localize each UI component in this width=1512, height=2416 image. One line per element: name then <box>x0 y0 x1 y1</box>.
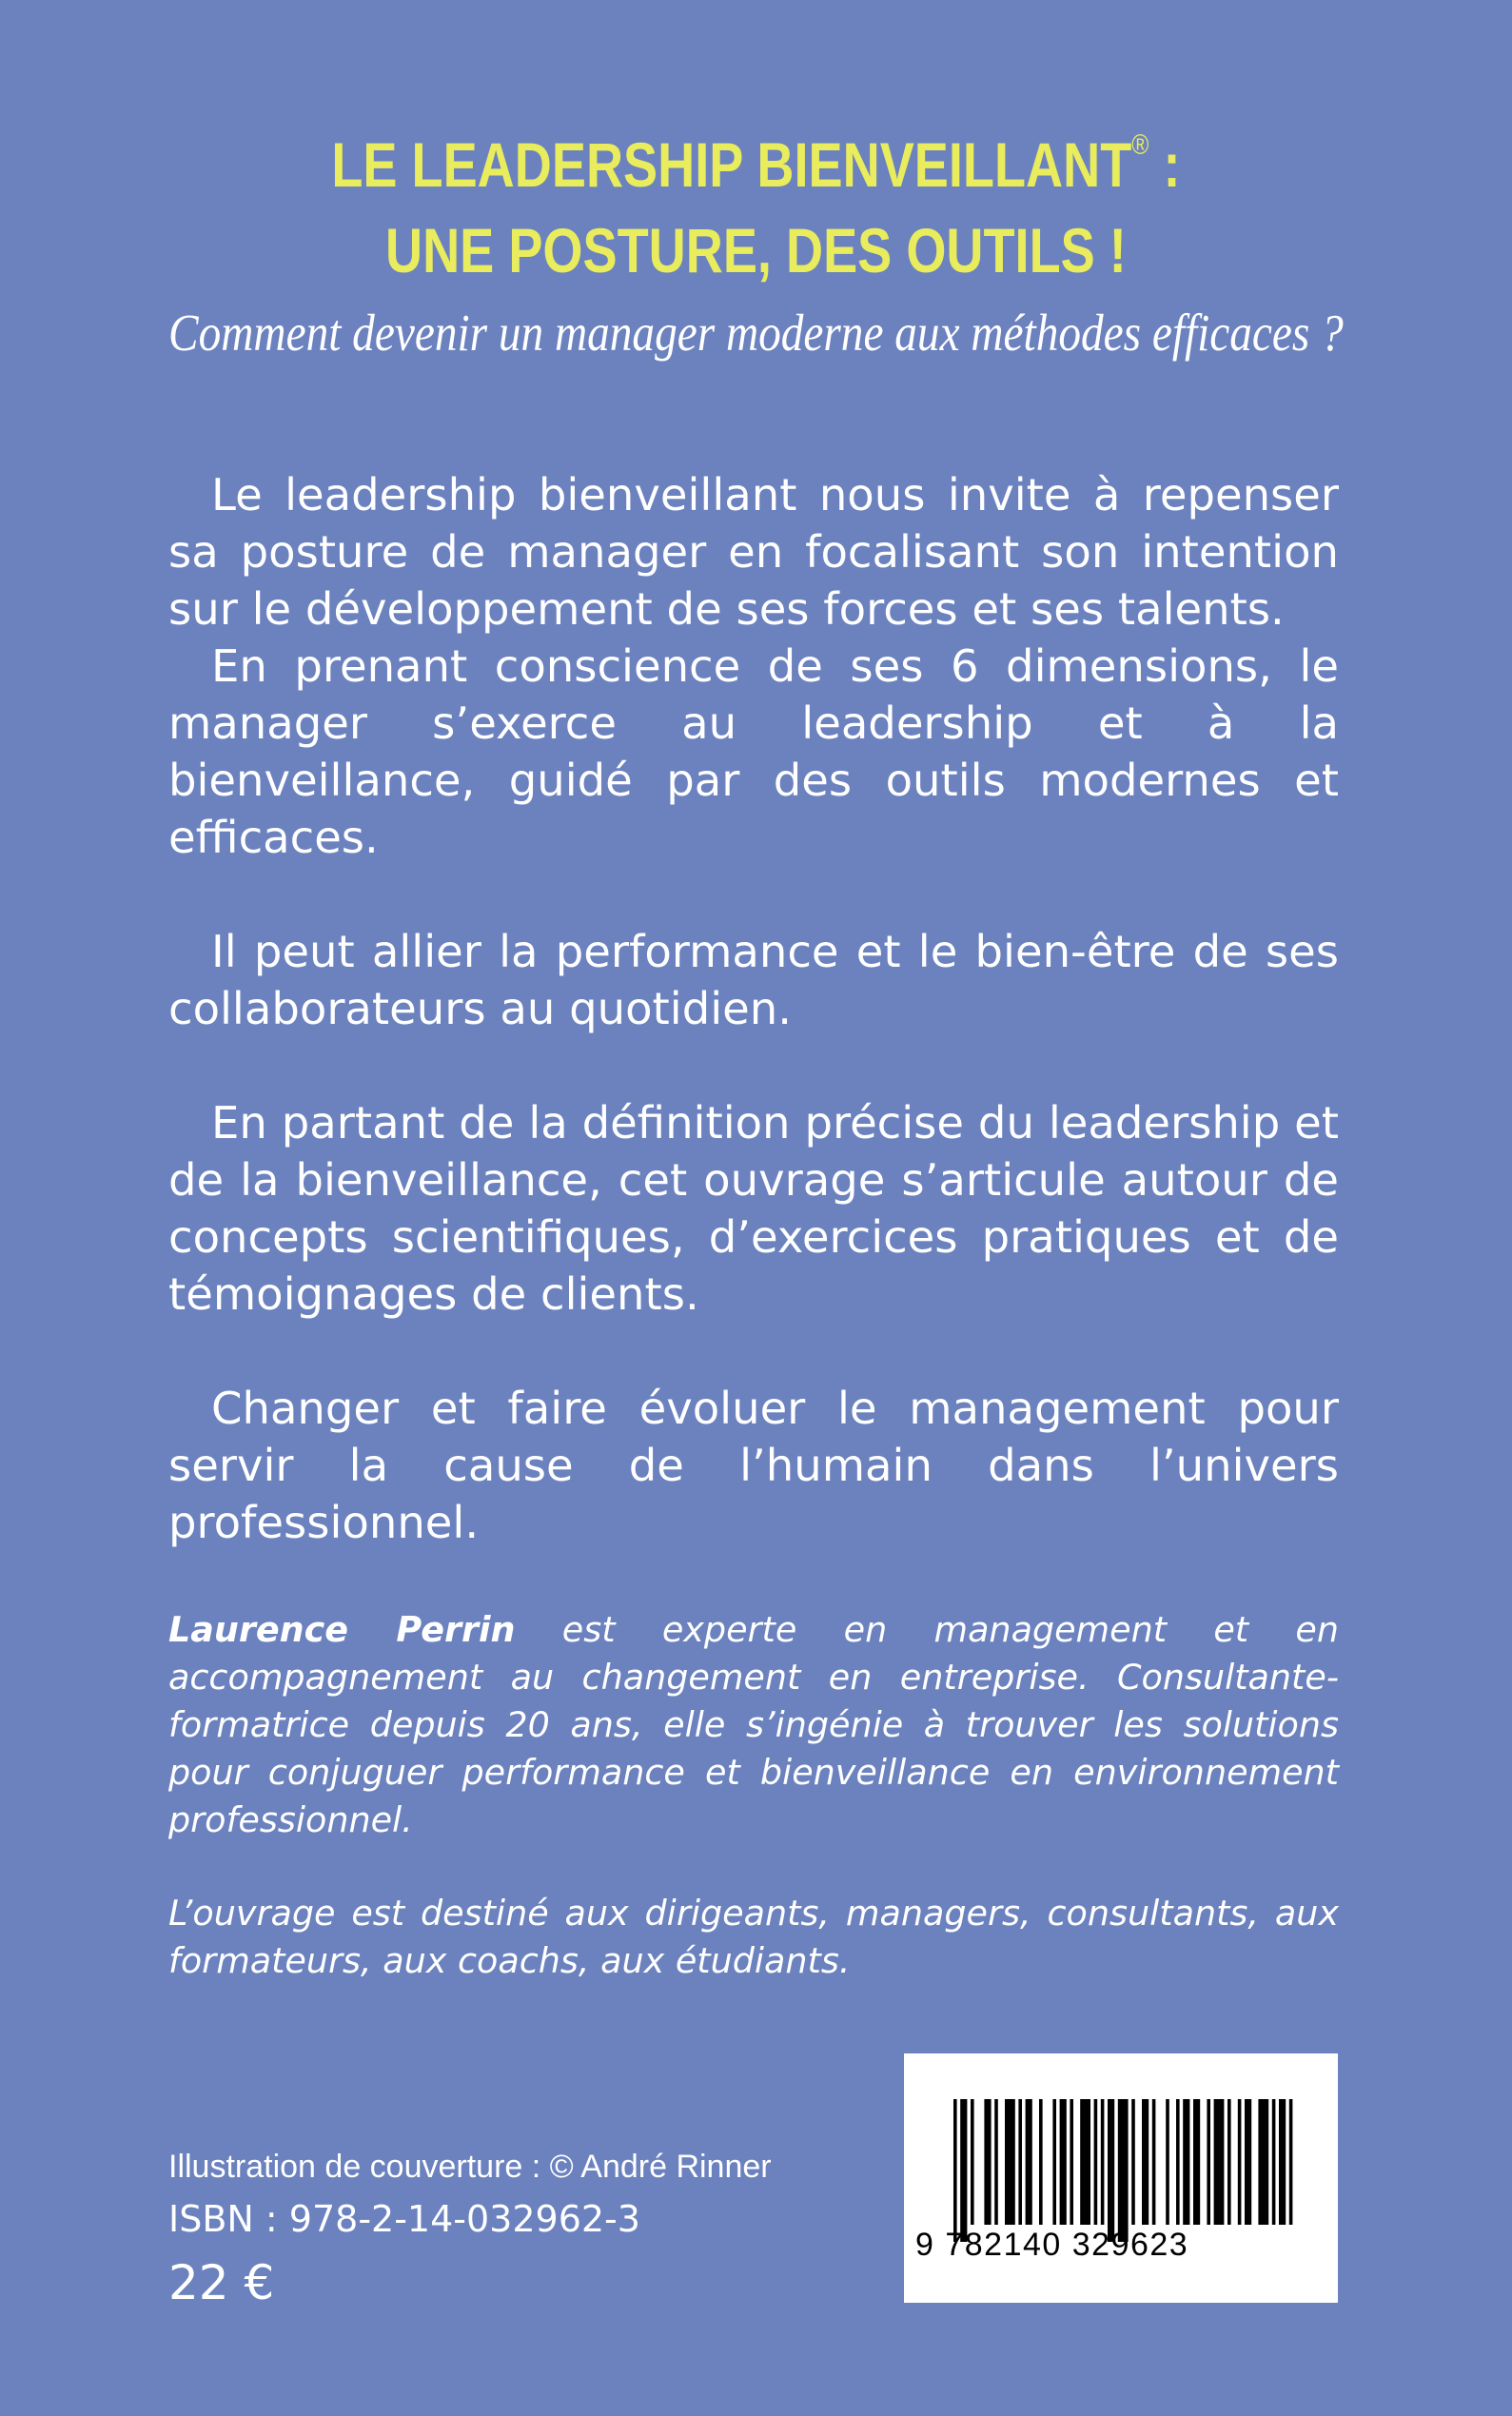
barcode-bar <box>1018 2099 1022 2225</box>
barcode-bar <box>1142 2099 1149 2225</box>
barcode-bar <box>1108 2099 1114 2242</box>
barcode-bar <box>960 2099 967 2242</box>
barcode-bar <box>1193 2099 1200 2225</box>
barcode-bar <box>1070 2099 1073 2225</box>
barcode-bar <box>1279 2099 1286 2225</box>
barcode-bar <box>984 2099 991 2225</box>
isbn: ISBN : 978-2-14-032962-3 <box>168 2198 640 2240</box>
price: 22 € <box>168 2255 275 2310</box>
barcode-bar <box>1152 2099 1156 2225</box>
barcode-bar <box>1039 2099 1043 2225</box>
title-line-1-suffix: : <box>1149 129 1181 200</box>
barcode-bar <box>1176 2099 1180 2225</box>
audience-note: L’ouvrage est destiné aux dirigeants, managers, consultants, aux formateurs, aux coachs, aux étudiants. <box>168 1893 1339 1981</box>
barcode-bar <box>1118 2099 1129 2242</box>
blurb <box>168 466 1339 1551</box>
book-subtitle: Comment devenir un manager moderne aux méthodes efficaces ? <box>168 304 1344 362</box>
illustration-credit: Illustration de couverture : © André Rinner <box>168 2149 772 2185</box>
blurb-paragraph: Il peut allier la performance et le bien-être de ses collaborateurs au quotidien. <box>168 926 1339 1034</box>
barcode-bar <box>1214 2099 1225 2225</box>
barcode <box>904 2053 1338 2303</box>
barcode-bar <box>1052 2099 1056 2225</box>
registered-mark: ® <box>1131 129 1149 161</box>
barcode-bar <box>971 2099 974 2225</box>
barcode-bar <box>994 2099 998 2225</box>
blurb-paragraph: Le leadership bienveillant nous invite à repenser sa posture de manager en focalisant son intention sur le développement de ses forces et ses talents. <box>168 469 1339 635</box>
barcode-bar <box>1166 2099 1169 2225</box>
barcode-bar <box>1060 2099 1067 2225</box>
blurb-paragraph: En prenant conscience de ses 6 dimensions, le manager s’exerce au leadership et à la bienveillance, guidé par des outils modernes et efficaces. <box>168 640 1339 863</box>
barcode-bar <box>1094 2099 1098 2225</box>
barcode-bar <box>1227 2099 1231 2225</box>
title-line-2: UNE POSTURE, DES OUTILS ! <box>385 215 1127 285</box>
barcode-bar <box>1101 2099 1105 2225</box>
title-line-1: LE LEADERSHIP BIENVEILLANT <box>331 129 1132 200</box>
author-name: Laurence Perrin <box>168 1609 516 1650</box>
barcode-bar <box>1272 2099 1276 2225</box>
blurb-paragraph: En partant de la définition précise du leadership et de la bienveillance, cet ouvrage s’articule autour de concepts scientifiques, d’exercices pratiques et de témoignages de clients. <box>168 1097 1339 1320</box>
barcode-bars <box>904 2053 1338 2303</box>
barcode-bar <box>1245 2099 1251 2225</box>
barcode-bar <box>1289 2099 1293 2225</box>
barcode-bar <box>1258 2099 1268 2225</box>
barcode-bar <box>1005 2099 1015 2225</box>
barcode-bar <box>1238 2099 1242 2225</box>
barcode-bar <box>1080 2099 1090 2225</box>
barcode-bar <box>1183 2099 1189 2225</box>
barcode-bar <box>953 2099 957 2242</box>
barcode-bar <box>1131 2099 1135 2225</box>
blurb-paragraph: Changer et faire évoluer le management pour servir la cause de l’humain dans l’univers professionnel. <box>168 1383 1339 1548</box>
barcode-digits: 9 782140 329623 <box>915 2227 1189 2263</box>
book-title <box>136 122 1376 293</box>
author-block <box>168 1606 1339 1985</box>
author-bio-text: est experte en management et en accompagnement au changement en entreprise. Consultante-formatrice depuis 20 ans, elle s’ingénie à trouver les solutions pour conjuguer performance et bienveillance en environnement professionnel. <box>168 1609 1339 1840</box>
barcode-bar <box>1026 2099 1032 2225</box>
barcode-bar <box>1207 2099 1210 2225</box>
author-bio <box>168 1606 1339 1844</box>
